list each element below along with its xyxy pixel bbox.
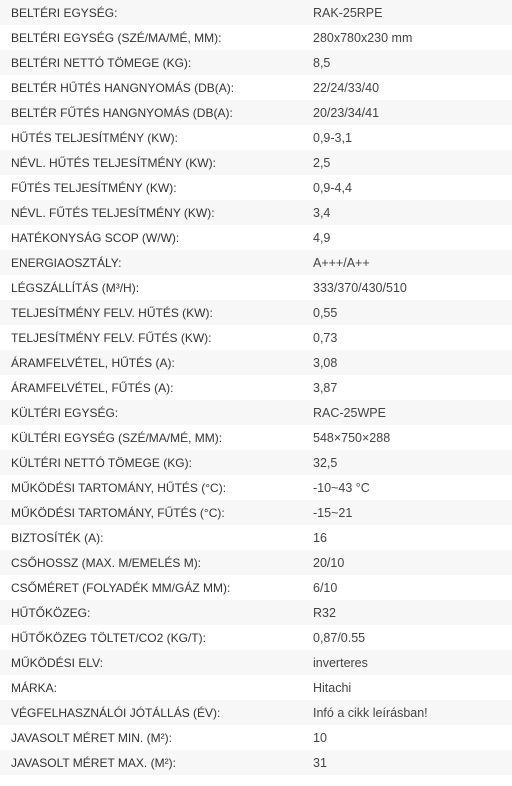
spec-label: BELTÉRI EGYSÉG:	[11, 5, 118, 20]
spec-row	[0, 225, 512, 250]
spec-row	[0, 300, 512, 325]
spec-value: 3,87	[313, 380, 338, 395]
spec-value: 0,9-4,4	[313, 180, 352, 195]
spec-label: FŰTÉS TELJESÍTMÉNY (KW):	[11, 180, 177, 195]
spec-value: 8,5	[313, 55, 331, 70]
spec-row	[0, 425, 512, 450]
spec-row	[0, 150, 512, 175]
spec-row	[0, 625, 512, 650]
spec-row	[0, 275, 512, 300]
spec-label: BELTÉRI NETTÓ TÖMEGE (KG):	[11, 55, 192, 70]
spec-row	[0, 475, 512, 500]
spec-value: R32	[313, 605, 336, 620]
spec-row	[0, 325, 512, 350]
spec-row	[0, 75, 512, 100]
spec-label: CSŐHOSSZ (MAX. M/EMELÉS M):	[11, 555, 202, 570]
spec-value: Infó a cikk leírásban!	[313, 705, 428, 720]
spec-label: TELJESÍTMÉNY FELV. HŰTÉS (KW):	[11, 305, 213, 320]
spec-label: KÜLTÉRI EGYSÉG (SZÉ/MA/MÉ, MM):	[11, 430, 223, 445]
spec-row	[0, 400, 512, 425]
spec-value: 0,87/0.55	[313, 630, 366, 645]
spec-value: -10~43 °C	[313, 480, 370, 495]
spec-value: 31	[313, 755, 327, 770]
spec-row	[0, 100, 512, 125]
spec-row	[0, 200, 512, 225]
spec-value: 32,5	[313, 455, 338, 470]
spec-row	[0, 575, 512, 600]
spec-row	[0, 0, 512, 25]
spec-value: 6/10	[313, 580, 338, 595]
spec-label: KÜLTÉRI NETTÓ TÖMEGE (KG):	[11, 455, 192, 470]
spec-value: 20/23/34/41	[313, 105, 380, 120]
spec-label: ÁRAMFELVÉTEL, FŰTÉS (A):	[11, 380, 174, 395]
spec-label: HŰTÉS TELJESÍTMÉNY (KW):	[11, 130, 178, 145]
spec-value: 3,4	[313, 205, 331, 220]
spec-row	[0, 600, 512, 625]
spec-row	[0, 525, 512, 550]
spec-label: BELTÉRI EGYSÉG (SZÉ/MA/MÉ, MM):	[11, 30, 222, 45]
spec-value: 333/370/430/510	[313, 280, 407, 295]
spec-value: inverteres	[313, 655, 368, 670]
spec-value: 0,9-3,1	[313, 130, 352, 145]
spec-label: NÉVL. HŰTÉS TELJESÍTMÉNY (KW):	[11, 155, 216, 170]
spec-row	[0, 500, 512, 525]
spec-row	[0, 550, 512, 575]
spec-label: HATÉKONYSÁG SCOP (W/W):	[11, 230, 180, 245]
spec-row	[0, 375, 512, 400]
spec-row	[0, 700, 512, 725]
spec-label: KÜLTÉRI EGYSÉG:	[11, 405, 119, 420]
spec-label: JAVASOLT MÉRET MAX. (M²):	[11, 755, 176, 770]
spec-value: 2,5	[313, 155, 331, 170]
spec-value: 22/24/33/40	[313, 80, 380, 95]
spec-label: CSŐMÉRET (FOLYADÉK MM/GÁZ MM):	[11, 580, 231, 595]
spec-label: JAVASOLT MÉRET MIN. (M²):	[11, 730, 172, 745]
spec-label: ÁRAMFELVÉTEL, HŰTÉS (A):	[11, 355, 175, 370]
spec-value: Hitachi	[313, 680, 352, 695]
spec-value: 3,08	[313, 355, 338, 370]
spec-value: 0,55	[313, 305, 338, 320]
spec-row	[0, 175, 512, 200]
spec-label: NÉVL. FŰTÉS TELJESÍTMÉNY (KW):	[11, 205, 215, 220]
spec-value: 4,9	[313, 230, 331, 245]
spec-value: -15~21	[313, 505, 353, 520]
spec-label: BELTÉR FŰTÉS HANGNYOMÁS (DB(A):	[11, 105, 233, 120]
spec-value: 20/10	[313, 555, 345, 570]
spec-value: RAC-25WPE	[313, 405, 386, 420]
spec-label: BIZTOSÍTÉK (A):	[11, 530, 104, 545]
spec-label: ENERGIAOSZTÁLY:	[11, 255, 122, 270]
spec-row	[0, 650, 512, 675]
spec-value: A+++/A++	[313, 255, 370, 270]
spec-label: BELTÉR HŰTÉS HANGNYOMÁS (DB(A):	[11, 80, 235, 95]
spec-value: 10	[313, 730, 327, 745]
spec-label: VÉGFELHASZNÁLÓI JÓTÁLLÁS (ÉV):	[11, 705, 221, 720]
spec-value: 16	[313, 530, 327, 545]
spec-row	[0, 25, 512, 50]
spec-label: MŰKÖDÉSI ELV:	[11, 655, 104, 670]
spec-label: TELJESÍTMÉNY FELV. FŰTÉS (KW):	[11, 330, 212, 345]
spec-label: MÁRKA:	[11, 680, 58, 695]
spec-value: RAK-25RPE	[313, 5, 383, 20]
spec-label: MŰKÖDÉSI TARTOMÁNY, HŰTÉS (°C):	[11, 480, 227, 495]
spec-label: HŰTŐKÖZEG TÖLTET/CO2 (KG/T):	[11, 630, 206, 645]
spec-row	[0, 450, 512, 475]
spec-row	[0, 50, 512, 75]
spec-value: 0,73	[313, 330, 338, 345]
spec-row	[0, 675, 512, 700]
spec-label: HŰTŐKÖZEG:	[11, 605, 91, 620]
spec-row	[0, 725, 512, 750]
spec-value: 280x780x230 mm	[313, 30, 413, 45]
spec-value: 548×750×288	[313, 430, 391, 445]
spec-row	[0, 350, 512, 375]
spec-label: MŰKÖDÉSI TARTOMÁNY, FŰTÉS (°C):	[11, 505, 225, 520]
spec-row	[0, 125, 512, 150]
spec-row	[0, 250, 512, 275]
spec-label: LÉGSZÁLLÍTÁS (M³/H):	[11, 280, 140, 295]
spec-row	[0, 750, 512, 775]
